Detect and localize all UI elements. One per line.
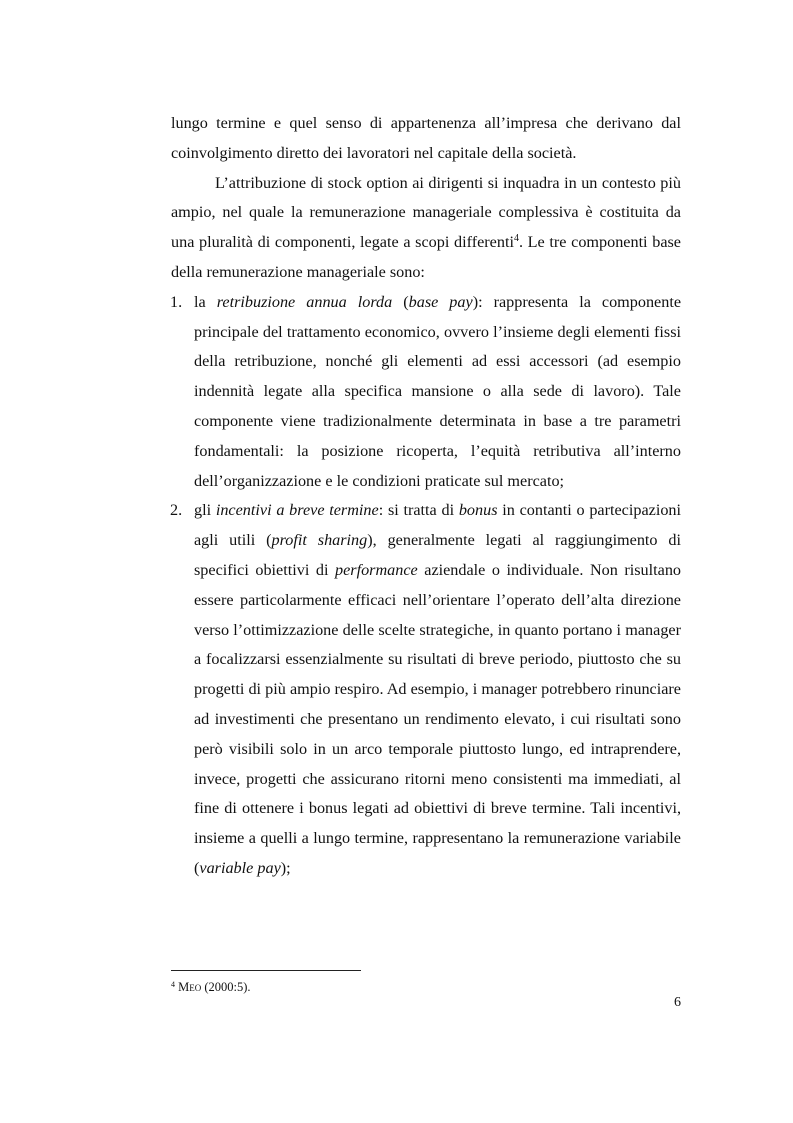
italic-term: profit sharing: [271, 531, 368, 550]
footnote-divider: [171, 970, 361, 971]
list-text: (: [392, 292, 409, 311]
list-item-number: 1.: [170, 292, 183, 311]
list-text: ), generalmente legati al raggiungimento di specifici obiettivi di: [194, 531, 681, 579]
italic-term: bonus: [458, 501, 498, 520]
footnote-number: 4: [171, 980, 175, 989]
italic-term: base pay: [408, 292, 473, 311]
intro-paragraph: lungo termine e quel senso di appartenenza all’impresa che derivano dal coinvolgimento diretto dei lavoratori nel capitale della società.: [171, 114, 681, 162]
list-text: ): rappresenta la componente principale del trattamento economico, ovvero l’insieme degli elementi fissi della retribuzione, nonché gli elementi ad essi accessori (ad esempio indennità legate alla specifica mansione o alla sede di lavoro). Tale componente viene tradizionalmente determinata in base a tre parametri fondamentali: la posizione ricoperta, l’equità retributiva all’interno dell’organizzazione e le condizioni praticate sul mercato;: [194, 292, 682, 490]
components-list: [171, 288, 681, 884]
footnote-citation: (2000:5).: [201, 980, 251, 994]
paragraph-tail: . Le tre componenti base della remunerazione manageriale sono:: [171, 233, 681, 281]
list-text: aziendale o individuale. Non risultano essere particolarmente efficaci nell’orientare l’operato dell’alta direzione verso l’ottimizzazione delle scelte strategiche, in quanto portano i manager a focalizzarsi essenzialmente su risultati di breve periodo, piuttosto che su progetti di più ampio respiro. Ad esempio, i manager potrebbero rinunciare ad investimenti che presentano un rendimento elevato, i cui risultati sono però visibili solo in un arco temporale piuttosto lungo, ed intraprendere, invece, progetti che assicurano ritorni meno consistenti ma immediati, al fine di ottenere i bonus legati ad obiettivi di breve termine. Tali incentivi, insieme a quelli a lungo termine, rappresentano la remunerazione variabile (: [194, 560, 682, 877]
footnote-reference: 4: [513, 233, 519, 245]
list-item: [171, 288, 681, 497]
paragraph-stock-option: [171, 169, 681, 288]
list-text: la: [194, 292, 217, 311]
footnote: [171, 979, 251, 995]
italic-term: performance: [335, 560, 418, 579]
italic-term: retribuzione annua lorda: [216, 292, 393, 311]
italic-term: variable pay: [199, 858, 281, 877]
list-text: gli: [194, 501, 216, 520]
page-number: 6: [674, 995, 681, 1010]
list-item-number: 2.: [170, 501, 183, 520]
list-item: [171, 496, 681, 883]
list-text: : si tratta di: [378, 501, 459, 520]
paragraph-text: L’attribuzione di stock option ai dirigenti si inquadra in un contesto più ampio, nel quale la remunerazione manageriale complessiva è costituita da una pluralità di componenti, legate a scopi differenti: [171, 173, 681, 252]
italic-term: incentivi a breve termine: [215, 501, 379, 520]
list-text: in contanti o partecipazioni agli utili (: [194, 501, 682, 550]
body-text: [171, 109, 681, 884]
list-text: );: [280, 858, 291, 877]
footnote-author: Meo: [178, 980, 202, 994]
